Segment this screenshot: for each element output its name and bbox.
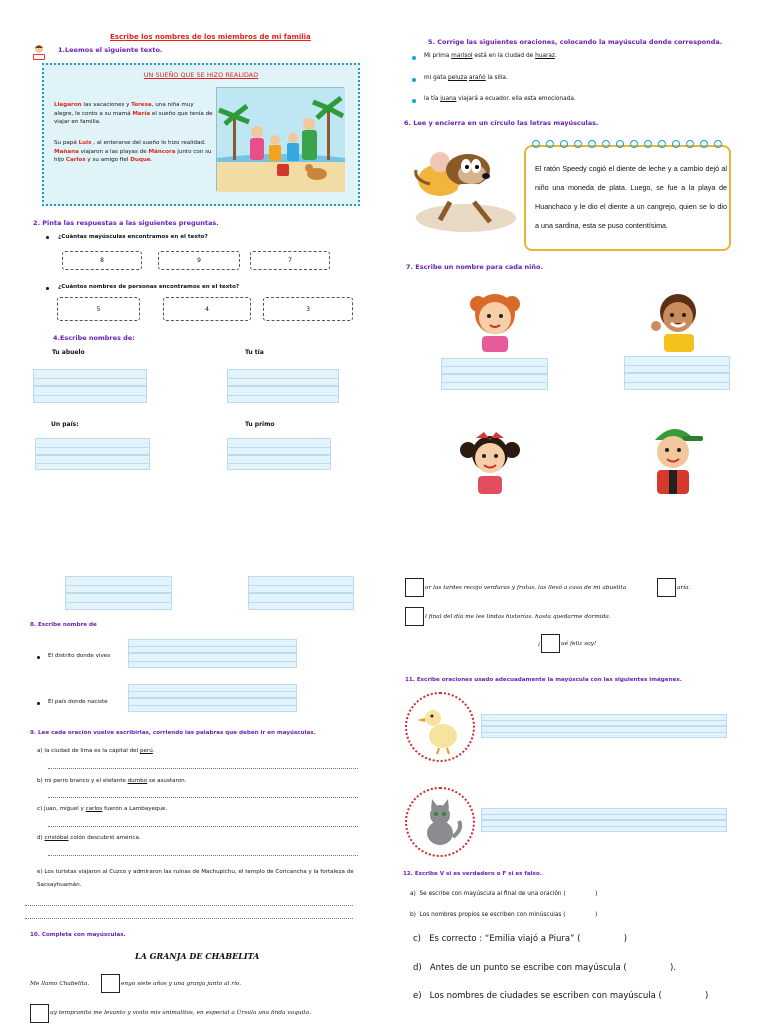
q12-title: 12. Escribe V si es verdadero o F si es falso. [403,871,542,877]
bullet-dot [412,56,416,60]
q10-line: or las tardes recojo verduras y frutas, las llevó a casa de mi abuelita [425,585,627,591]
story-card [42,63,360,206]
name-field-girl-3[interactable] [65,576,172,593]
boy-cap-illustration [645,418,705,496]
capital-letter-box[interactable] [101,974,120,993]
q7-title: 7. Escribe un nombre para cada niño. [406,263,543,271]
answer-option[interactable]: 9 [158,251,240,270]
write-field-distrito[interactable] [128,639,297,653]
name-field-girl-4[interactable] [65,593,172,610]
story-paragraph-2: Su papá Luis , al enterarse del sueño lo hizo realidad. Mañana viajaron a las playas de Máncora junto con su hijo Carlos y su amigo fiel Duque. [54,140,212,163]
q10-line: ¡ [538,641,541,647]
q9-item: d) cristóbal colón descubrió américa. [37,835,141,841]
answer-option[interactable]: 4 [163,297,251,321]
q10-line: ué feliz soy! [561,641,597,647]
q5-item: la tía juana viajará a ecuador. ella esta emocionada. [424,96,576,102]
label-primo: Tu primo [245,421,275,428]
label-abuelo: Tu abuelo [52,349,85,356]
capital-letter-box[interactable] [30,1004,49,1023]
q9-title: 9. Lee cada oración vuelve escribirlas, corriendo las palabras que deben ir en mayúsculas. [30,730,316,736]
speedy-mouse-illustration [410,140,520,235]
q2-question-a: ¿Cuántas mayúsculas encontramos en el texto? [58,234,208,240]
write-field-tia[interactable] [227,369,339,386]
duck-icon [407,694,473,760]
answer-line[interactable] [48,826,358,827]
q8-item: El país donde naciste [48,699,108,705]
bullet-dot [46,287,49,290]
cat-icon [407,789,473,855]
answer-line[interactable] [25,905,353,906]
name-field-boy-2[interactable] [624,373,730,390]
write-field-distrito-2[interactable] [128,653,297,668]
sentence-field-cat[interactable] [481,808,727,820]
q10-line: Me llamo Chabelita. [30,981,90,987]
q6-text-box [524,145,731,251]
q9-item: e) Los turistas viajaron al Cuzco y admiraron las ruinas de Machupichu, el templo de Coricancha y la fortaleza de Sacsayhuamán. [37,869,354,888]
capital-letter-box[interactable] [657,578,676,597]
q6-paragraph: El ratón Speedy cogió el diente de leche y a cambio dejó al niño una moneda de plata. Luego, se fue a la playa de Huanchaco y le dio el diente a un cangrejo, quien se lo dio a una sardina, esta se puso contentísima. [535,164,727,230]
sentence-field-duck[interactable] [481,714,727,726]
bullet-dot [37,702,40,705]
beach-family-illustration [216,87,344,191]
answer-option[interactable]: 5 [57,297,140,321]
write-field-pais[interactable] [35,438,150,455]
bullet-dot [46,236,49,239]
q11-title: 11. Escribe oraciones usado adecuadamente la mayúscula con las siguientes imágenes. [405,677,682,683]
girl-pigtails-illustration [460,428,520,496]
girl-illustration [470,290,520,354]
q8-item: El distrito donde vives [48,653,111,659]
q10-line: uy tempranito me levanto y visito mis animalitos, en especial a Úrsula una linda vaquita. [50,1010,312,1016]
q12-item: a) Se escribe con mayúscula al final de una oración ( ) [410,891,598,897]
write-field-primo[interactable] [227,438,331,455]
answer-line[interactable] [48,768,358,769]
q5-item: Mi prima marisol está en la ciudad de huaraz. [424,53,557,59]
answer-line[interactable] [48,855,358,856]
spiral-binding [532,140,722,149]
reading-girl-icon [30,44,48,62]
q10-title: 10. Completa con mayúsculas. [30,932,126,938]
q5-title: 5. Corrige las siguientes oraciones, colocando la mayúscula donde corresponda. [428,38,723,46]
answer-option[interactable]: 3 [263,297,353,321]
duck-image-frame [405,692,475,762]
q10-line: l final del día me lee lindas historias. hasta quedarme dormida. [425,614,611,620]
story-paragraph-1: Llegaron las vacaciones y Teresa, una niña muy alegre, le conto a su mamá María el sueño que tenía de viajar en familia. [54,102,213,125]
label-pais: Un país: [51,421,79,428]
answer-option[interactable]: 8 [62,251,142,270]
name-field-girl[interactable] [441,358,548,374]
q9-item: a) la ciudad de lima es la capital del perú. [37,748,155,754]
bullet-dot [412,78,416,82]
q12-item: d) Antes de un punto se escribe con mayúscula ( ). [413,963,676,973]
write-field-primo-2[interactable] [227,455,331,470]
q4-title: 4.Escribe nombres de: [53,334,135,342]
q8-title: 8. Escribe nombre de [30,622,97,628]
write-field-pais-2[interactable] [35,455,150,470]
q10-story-title: LA GRANJA DE CHABELITA [135,951,260,961]
write-field-abuelo-2[interactable] [33,386,147,403]
capital-letter-box[interactable] [541,634,560,653]
capital-letter-box[interactable] [405,578,424,597]
bullet-dot [37,656,40,659]
q2-question-b: ¿Cuántos nombres de personas encontramos en el texto? [58,284,240,290]
capital-letter-box[interactable] [405,607,424,626]
q6-title: 6. Lee y encierra en un círculo las letras mayúsculas. [404,119,599,127]
sentence-field-cat-2[interactable] [481,820,727,832]
q10-line: engo siete años y una granja junto al río. [121,981,242,987]
q12-item: e) Los nombres de ciudades se escriben con mayúscula ( ) [413,991,709,1001]
name-field-girl-2[interactable] [441,374,548,390]
q9-item: b) mi perro branco y el elefante dumbo se asustaron. [37,778,187,784]
story-title: UN SUEÑO QUE SE HIZO REALIDAD [143,71,259,79]
answer-option[interactable]: 7 [250,251,330,270]
q1-title: Escribe los nombres de los miembros de mi familia [110,33,311,41]
q9-item: c) juan, miguel y carlos fueron a Lambayeque. [37,806,168,812]
write-field-tia-2[interactable] [227,386,339,403]
q5-item: mi gata peluza arañó la silla. [424,75,508,81]
write-field-abuelo[interactable] [33,369,147,386]
name-field-boy-4[interactable] [248,593,354,610]
sentence-field-duck-2[interactable] [481,726,727,738]
q2-title: 2. Pinta las respuestas a las siguientes preguntas. [33,219,219,227]
bullet-dot [412,99,416,103]
q1-instruction: 1.Leemos el siguiente texto. [58,46,163,54]
boy-waving-illustration [650,290,710,354]
answer-line[interactable] [48,797,358,798]
name-field-boy[interactable] [624,356,730,373]
cat-image-frame [405,787,475,857]
write-field-pais-nac-2[interactable] [128,698,297,712]
q10-line: aría. [677,585,691,591]
write-field-pais-nac[interactable] [128,684,297,698]
q12-item: b) Los nombres propios se escriben con minúsculas ( ) [410,912,598,918]
q12-item: c) Es correcto : “Emilia viajó a Piura” ( ) [413,934,628,944]
name-field-boy-3[interactable] [248,576,354,593]
answer-line[interactable] [25,918,353,919]
label-tia: Tu tía [245,349,264,356]
